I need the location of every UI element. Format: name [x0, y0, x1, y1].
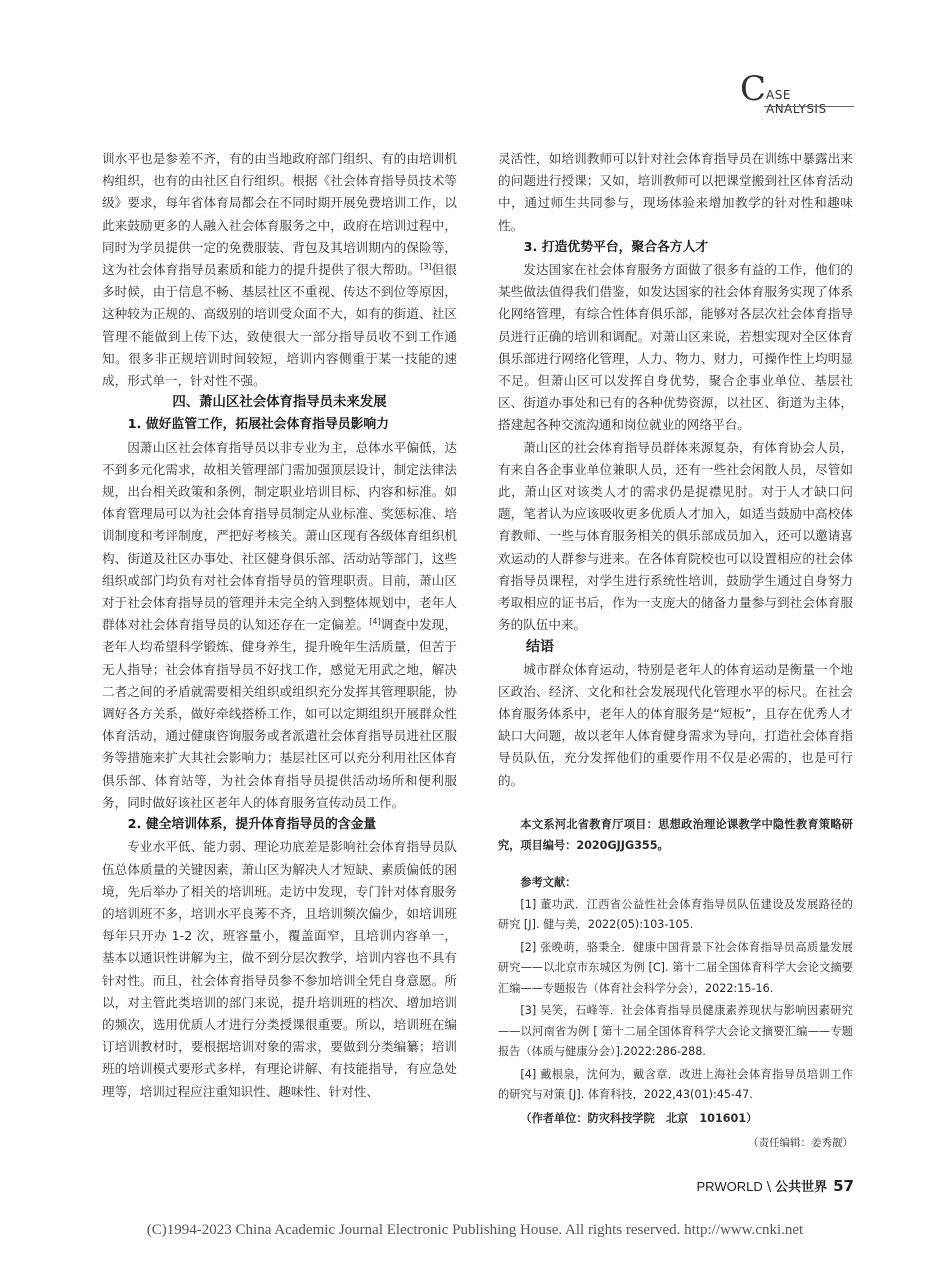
section-tag-initial: C [740, 69, 767, 109]
paragraph: 萧山区的社会体育指导员群体来源复杂，有体育协会人员，有来自各企事业单位兼职人员，还有一些社会闲散人员，尽管如此，萧山区对该类人才的需求仍是捉襟见肘。对于人才缺口问题，笔者认为应该吸收更多优质人才加入，如适当鼓励中高校体育教师、一些与体育服务相关的俱乐部成员加入，还可以邀请喜欢运动的人群参与进来。在各体育院校也可以设置相应的社会体育指导员课程，对学生进行系统性培训，鼓励学生通过自身努力考取相应的证书后，作为一支庞大的储备力量参与到社会体育服务的队伍中来。 [498, 439, 853, 633]
paragraph: 城市群众体育运动，特别是老年人的体育运动是衡量一个地区政治、经济、文化和社会发展现代化管理水平的标尺。在社会体育服务体系中，老年人的体育服务是“短板”，且存在优秀人才缺口大问题，故以老年人体育健身需求为导向，打造社会体育指导员队伍，充分发挥他们的重要作用不仅是必需的，也是可行的。 [498, 661, 853, 788]
conclusion-heading: 结语 [526, 639, 554, 656]
section-tag-rule [764, 106, 854, 107]
section-tag-case-analysis [740, 69, 854, 116]
paragraph: 训水平也是参差不齐，有的由当地政府部门组织、有的由培训机构组织，也有的由社区自行组织。根据《社会体育指导员技术等级》要求，每年省体育局都会在不同时期开展免费培训工作，以此来鼓励更多的人融入社会体育服务之中，政府在培训过程中，同时为学员提供一定的免费服装、背包及其培训期内的保险等，这为社会体育指导员素质和能力的提升提供了很大帮助。[3]但很多时候，由于信息不畅、基层社区不重视、传达不到位等原因，这种较为正规的、高级别的培训受众面不大，如有的街道、社区管理不能做到上传下达，致使很大一部分指导员收不到工作通知。很多非正规培训时间较短，培训内容侧重于某一技能的速成，形式单一，针对性不强。 [102, 151, 458, 389]
reference-item: [1] 董功武．江西省公益性社会体育指导员队伍建设及发展路径的研究 [J]. 健与美，2022(05):103-105. [498, 897, 853, 932]
funding-note: 本文系河北省教育厅项目：思想政治理论课教学中隐性教育策略研究，项目编号：2020GJJG355。 [498, 817, 853, 852]
section-heading-4: 四、萧山区社会体育指导员未来发展 [172, 395, 387, 411]
footer-separator: \ [766, 1180, 772, 1195]
journal-name-cn: 公共世界 [775, 1180, 828, 1195]
reference-item: [4] 戴根泉，沈何为，戴含章．改进上海社会体育指导员培训工作的研究与对策 [J]. 体育科技，2022,43(01):45-47. [498, 1067, 853, 1102]
subheading-3: 3. 打造优势平台，聚合各方人才 [523, 239, 709, 255]
journal-name-en: PRWORLD [696, 1179, 763, 1194]
left-column [102, 148, 457, 1103]
reference-item: [2] 张晚萌，骆秉全．健康中国背景下社会体育指导员高质量发展研究——以北京市东城区为例 [C]. 第十二届全国体育科学大会论文摘要汇编——专题报告（体育社会科学分会），2022:15-16. [498, 940, 853, 995]
reference-item: [3] 吴笑，石峰等．社会体育指导员健康素养现状与影响因素研究——以河南省为例 [ 第十二届全国体育科学大会论文摘要汇编——专题报告（体质与健康分会）].2022:286-288. [498, 1004, 853, 1059]
citation-ref: [4] [369, 617, 381, 627]
page-footer [697, 1176, 855, 1195]
paragraph: 灵活性，如培训教师可以针对社会体育指导员在训练中暴露出来的问题进行授课；又如，培训教师可以把课堂搬到社区体育活动中，通过师生共同参与，现场体验来增加教学的针对性和趣味性。 [498, 151, 853, 233]
subheading-2: 2. 健全培训体系，提升体育指导员的含金量 [127, 817, 377, 833]
paragraph: 发达国家在社会体育服务方面做了很多有益的工作，他们的某些做法值得我们借鉴，如发达国家的社会体育服务实现了体系化网络管理，有综合性体育俱乐部，能够对各层次社会体育指导员进行正确的培训和调配。对萧山区来说，若想实现对全区体育俱乐部进行网络化管理，人力、物力、财力，可操作性上均明显不足。但萧山区可以发挥自身优势，聚合企事业单位、基层社区、街道办事处和已有的各种优势资源，以社区、街道为主体，搭建起各种交流沟通和岗位就业的网络平台。 [498, 262, 853, 433]
copyright-watermark: (C)1994-2023 China Academic Journal Electronic Publishing House. All rights reserved. http://www.cnki.net [146, 1222, 804, 1238]
citation-ref: [3] [420, 261, 432, 271]
section-tag-text: ASE ANALYSIS [766, 88, 827, 116]
paragraph: 专业水平低、能力弱、理论功底差是影响社会体育指导员队伍总体质量的关键因素，萧山区为解决人才短缺、素质偏低的困境，先后举办了相关的培训班。走访中发现，专门针对体育服务的培训班不多，培训水平良莠不齐，且培训频次偏少，如培训班每年只开办 1-2 次，班容量小，覆盖面窄，且培训内容单一，基本以通识性讲解为主，做不到分层次教学，培训内容也不具有针对性。而且，社会体育指导员参不参加培训全凭自身意愿。所以，对主管此类培训的部门来说，提升培训班的档次、增加培训的频次，选用优质人才进行分类授课很重要。所以，培训班在编订培训教材时，要根据培训对象的需求，要做到分类编纂；培训班的培训模式要形式多样，有理论讲解、有技能指导，有应急处理等，培训过程应注重知识性、趣味性、针对性、 [102, 839, 457, 1099]
author-affiliation: （作者单位：防灾科技学院 北京 101601） [520, 1111, 758, 1125]
paragraph: 因萧山区社会体育指导员以非专业为主，总体水平偏低，达不到多元化需求，故相关管理部门需加强顶层设计，制定法律法规，出台相关政策和条例，制定职业培训目标、内容和标准。如体育管理局可以为社会体育指导员制定从业标准、奖惩标准、培训制度和考评制度，严把好考核关。萧山区现有各级体育组织机构、街道及社区办事处、社区健身俱乐部、活动站等部门，这些组织或部门均负有对社会体育指导员的管理职责。目前，萧山区对于社会体育指导员的管理并未完全纳入到整体规划中，老年人群体对社会体育指导员的认知还存在一定偏差。[4]调查中发现，老年人均希望科学锻炼、健身养生，提升晚年生活质量，但苦于无人指导；社会体育指导员不好找工作，感觉无用武之地，解决二者之间的矛盾就需要相关组织或组织充分发挥其管理职能，协调好各方关系，做好牵线搭桥工作，如可以定期组织开展群众性体育活动，通过健康咨询服务或者派遣社会体育指导员进社区服务等措施来扩大其社会影响力；基层社区可以充分利用社区体育俱乐部、体育站等，为社会体育指导员提供活动场所和便利服务，同时做好该社区老年人的体育服务宣传动员工作。 [102, 439, 458, 810]
right-column [498, 148, 853, 1154]
page-number: 57 [833, 1177, 854, 1195]
references-title: 参考文献： [520, 875, 577, 889]
editor-credit: （责任编辑：姜秀靓） [748, 1136, 853, 1149]
article-notes [498, 814, 853, 1154]
subheading-1: 1. 做好监管工作，拓展社会体育指导员影响力 [127, 417, 389, 433]
